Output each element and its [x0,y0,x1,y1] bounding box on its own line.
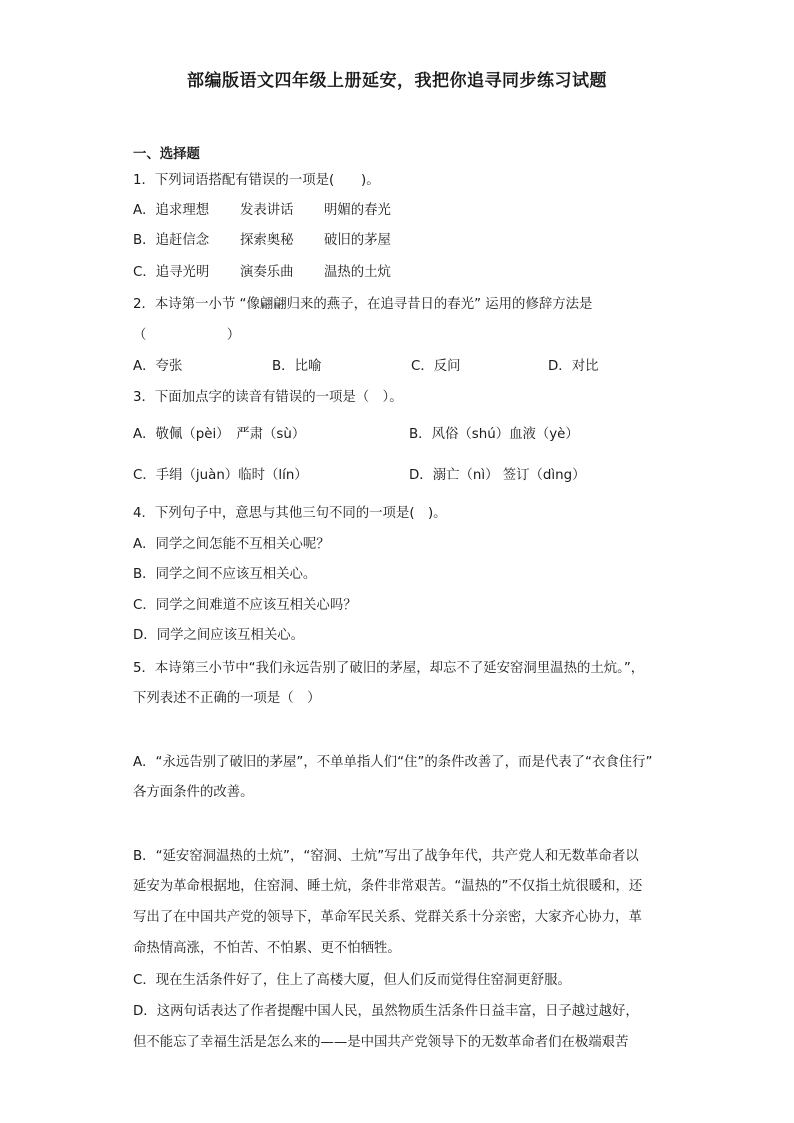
q4-option-a: A．同学之间怎能不互相关心呢？ [133,537,330,552]
q1-stem: 1．下列词语搭配有错误的一项是( )。 [133,173,380,188]
q5-option-a-line-1: A．“永远告别了破旧的茅屋”，不单单指人们“住”的条件改善了，而是代表了“衣食住行” [133,755,653,770]
q2-option-d: D．对比 [548,359,599,374]
q5-stem-line-2: 下列表述不正确的一项是（ ） [133,691,321,706]
q3-option-a: A．敬佩（pèi） 严肃（sù） [133,427,306,442]
q2-blank: （ ） [133,328,241,343]
q4-stem: 4．下列句子中，意思与其他三句不同的一项是( )。 [133,506,447,521]
q3-option-d: D．溺亡（nì） 签订（dìng） [409,468,586,483]
q1-option-b-3: 破旧的茅屋 [324,233,391,248]
page-title: 部编版语文四年级上册延安，我把你追寻同步练习试题 [187,71,607,91]
q3-option-c: C．手绢（juàn）临时（lín） [133,468,308,483]
q5-option-b-line-4: 命热情高涨，不怕苦、不怕累、更不怕牺牲。 [133,941,401,956]
q5-option-d-line-2: 但不能忘了幸福生活是怎么来的——是中国共产党领导下的无数革命者们在极端艰苦 [133,1035,629,1050]
q5-option-b-line-1: B．“延安窑洞温热的土炕”，“窑洞、土炕”写出了战争年代，共产党人和无数革命者以 [133,849,639,864]
q1-option-a-3: 明媚的春光 [324,203,391,218]
q1-option-c-3: 温热的土炕 [324,265,391,280]
q5-option-b-line-3: 写出了在中国共产党的领导下，革命军民关系、党群关系十分亲密，大家齐心协力，革 [133,910,642,925]
q4-option-d: D．同学之间应该互相关心。 [133,628,304,643]
q5-option-b-line-2: 延安为革命根据地，住窑洞、睡土炕，条件非常艰苦。“温热的”不仅指土炕很暖和，还 [133,879,643,894]
q1-option-a-2: 发表讲话 [240,203,294,218]
q2-option-c: C．反问 [411,359,461,374]
q3-stem: 3．下面加点字的读音有错误的一项是（ ）。 [133,390,403,405]
q5-option-d-line-1: D．这两句话表达了作者提醒中国人民，虽然物质生活条件日益丰富，日子越过越好， [133,1004,639,1019]
q5-option-c: C．现在生活条件好了，住上了高楼大厦，但人们反而觉得住窑洞更舒服。 [133,973,571,988]
q1-option-c: C．追寻光明 [133,265,210,280]
q2-option-b: B．比喻 [272,359,322,374]
section-heading: 一、选择题 [133,147,200,162]
q4-option-b: B．同学之间不应该互相关心。 [133,567,317,582]
q1-option-b: B．追赶信念 [133,233,210,248]
q4-option-c: C．同学之间难道不应该互相关心吗？ [133,598,357,613]
q3-option-b: B．风俗（shú）血液（yè） [409,427,579,442]
q5-option-a-line-2: 各方面条件的改善。 [133,785,254,800]
q2-stem: 2．本诗第一小节 “像翩翩归来的燕子，在追寻昔日的春光” 运用的修辞方法是 [133,297,593,312]
q1-option-c-2: 演奏乐曲 [240,265,294,280]
q1-option-a: A．追求理想 [133,203,210,218]
q5-stem-line-1: 5．本诗第三小节中“我们永远告别了破旧的茅屋，却忘不了延安窑洞里温热的土炕。”， [133,661,645,676]
q2-option-a: A．夸张 [133,359,183,374]
q1-option-b-2: 探索奥秘 [240,233,294,248]
